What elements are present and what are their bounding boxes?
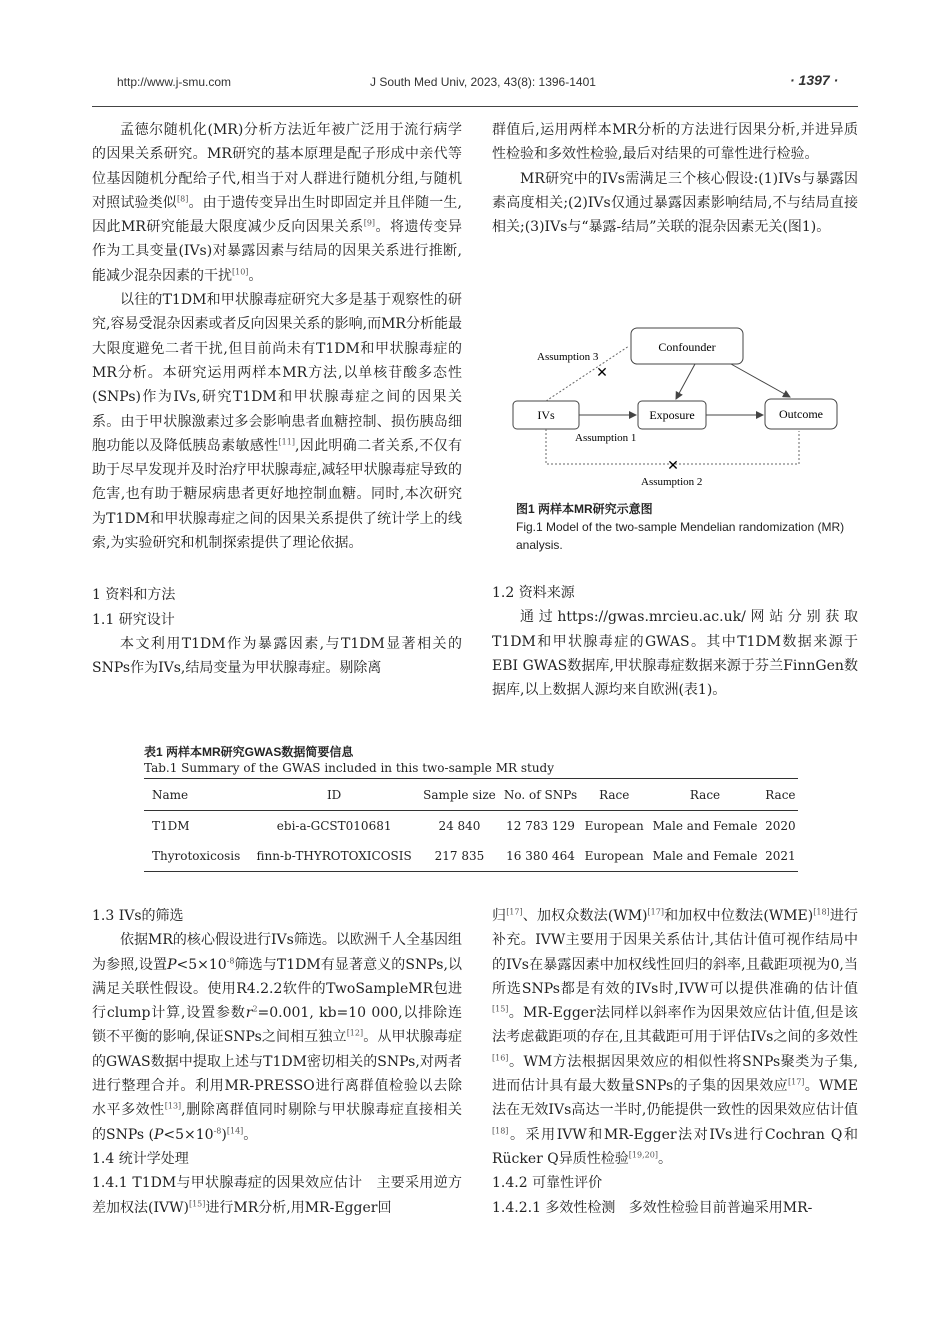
paragraph-study-design: 本文利用T1DM作为暴露因素,与T1DM显著相关的SNPs作为IVs,结局变量为甲状腺毒症。剔除离	[92, 635, 462, 677]
header-journal: J South Med Univ, 2023, 43(8): 1396-1401	[370, 75, 596, 89]
right-column-source	[492, 581, 858, 702]
table-cell: Male and Female	[652, 819, 758, 833]
table-cell: Thyrotoxicosis	[144, 841, 249, 872]
table-title-cn: 表1 两样本MR研究GWAS数据简要信息	[144, 745, 354, 759]
left-column-bottom	[92, 904, 462, 1220]
col-header: Sample size	[419, 779, 500, 811]
col-header: No. of SNPs	[500, 779, 581, 811]
paragraph-methods-detail: 归[17]、加权众数法(WM)[17]和加权中位数法(WME)[18]进行补充。IVW主要用于因果关系估计,其估计值可视作结局中的IVs在暴露因素中加权线性回归的斜率,且截距项视为0,当所选SNPs都是有效的IVs时,IVW可以提供准确的估计值[15]。MR-Egger法同样以斜率作为因果效应估计值,但是该法考虑截距项的存在,且其截距可用于评估IVs之间的多效性[16]。WM方法根据因果效应的相似性将SNPs聚类为子集,进而估计具有最大数量SNPs的子集的因果效应[17]。WME法在无效IVs高达一半时,仍能提供一致性的因果效应估计值[18]。采用IVW和MR-Egger法对IVs进行Cochran Q和Rücker Q异质性检验[19,20]。	[492, 907, 859, 1167]
table-cell: T1DM	[152, 819, 190, 833]
gwas-summary-table	[144, 778, 798, 872]
figure-caption	[516, 500, 856, 554]
right-column-bottom	[492, 904, 858, 1220]
header-page-number: · 1397 ·	[790, 72, 839, 88]
paragraph-pleiotropy: 1.4.2.1 多效性检测 多效性检验目前普遍采用MR-	[492, 1199, 813, 1216]
arrow-confounder-outcome	[731, 364, 790, 397]
table-cell: European	[584, 819, 644, 833]
subsection-heading-design: 1.1 研究设计	[92, 611, 175, 628]
paragraph-previous-research: 以往的T1DM和甲状腺毒症研究大多是基于观察性的研究,容易受混杂因素或者反向因果关系的影响,而MR分析能最大限度避免二者干扰,但目前尚未有T1DM和甲状腺毒症的MR分析。本研究运用两样本MR方法,以单核苷酸多态性(SNPs)作为IVs,研究T1DM和甲状腺毒症之间的因果关系。由于甲状腺激素过多会影响患者血糖控制、损伤胰岛细胞功能以及降低胰岛素敏感性[11],因此明确二者关系,不仅有助于尽早发现并及时治疗甲状腺毒症,减轻甲状腺毒症导致的危害,也有助于糖尿病患者更好地控制血糖。同时,本次研究为T1DM和甲状腺毒症之间的因果关系提供了统计学上的线索,为实验研究和机制探索提供了理论依据。	[92, 292, 462, 552]
col-header: Race	[581, 779, 647, 811]
subsection-heading-source: 1.2 资料来源	[492, 585, 575, 601]
ivs-label: IVs	[537, 408, 555, 422]
right-column-top	[492, 118, 858, 239]
paragraph-iv-selection: 依据MR的核心假设进行IVs筛选。以欧洲千人全基因组为参照,设置$P<5\times 10^{-8}$筛选与T1DM有显著意义的SNPs,以满足关联性假设。使用R4.2.2软件的TwoSampleMR包进行clump计算,设置参数$r^2=0.001$, kb=10 000,以排除连锁不平衡的影响,保证SNPs之间相互独立[12]。从甲状腺毒症的GWAS数据中提取上述与T1DM密切相关的SNPs,对两者进行整理合并。利用MR-PRESSO进行离群值检验以去除水平多效性[13],删除离群值同时剔除与甲状腺毒症直接相关的SNPs $(P<5\times 10^{-8})[14]$。	[92, 932, 463, 1143]
table-cell: 12 783 129	[506, 819, 575, 833]
col-header: Name	[144, 779, 249, 811]
table-row	[144, 841, 798, 872]
table-cell: ebi-a-GCST010681	[276, 819, 392, 833]
col-header: ID	[249, 779, 419, 811]
paragraph-continuation: 群值后,运用两样本MR分析的方法进行因果分析,并进异质性检验和多效性检验,最后对结果的可靠性进行检验。	[492, 122, 858, 163]
table-cell: 24 840	[438, 819, 481, 833]
subsection-heading-iv-selection: 1.3 IVs的筛选	[92, 908, 184, 924]
section-heading-methods: 1 资料和方法	[92, 587, 176, 604]
table-title-en: Tab.1 Summary of the GWAS included in this two-sample MR study	[144, 761, 555, 775]
table-cell: Male and Female	[647, 841, 763, 872]
table-cell: finn-b-THYROTOXICOSIS	[249, 841, 419, 872]
assumption-1-label: Assumption 1	[575, 432, 637, 444]
figure-caption-en: Fig.1 Model of the two-sample Mendelian randomization (MR) analysis.	[516, 520, 845, 552]
table-header-row	[144, 779, 798, 811]
left-column-top	[92, 118, 462, 681]
mr-model-diagram	[505, 318, 865, 496]
col-header: Race	[647, 779, 763, 811]
arrow-confounder-exposure	[676, 364, 695, 399]
assumption-3-label: Assumption 3	[537, 351, 599, 363]
exposure-label: Exposure	[649, 408, 695, 422]
confounder-label: Confounder	[658, 340, 716, 354]
paragraph-data-source: 通过https://gwas.mrcieu.ac.uk/网站分别获取T1DM和甲状腺毒症的GWAS。其中T1DM数据来源于EBI GWAS数据库,甲状腺毒症数据来源于芬兰FinnGen数据库,以上数据人源均来自欧洲(表1)。	[492, 609, 858, 699]
table-row	[144, 811, 798, 842]
table-cell: 2020	[765, 819, 796, 833]
table-cell: European	[581, 841, 647, 872]
table-cell: 16 380 464	[500, 841, 581, 872]
paragraph-mr-intro: 孟德尔随机化(MR)分析方法近年被广泛用于流行病学的因果关系研究。MR研究的基本原理是配子形成中亲代等位基因随机分配给子代,相当于对人群进行随机分组,与随机对照试验类似[8]。由于遗传变异出生时即固定并且伴随一生,因此MR研究能最大限度减少反向因果关系[9]。将遗传变异作为工具变量(IVs)对暴露因素与结局的因果关系进行推断,能减少混杂因素的干扰[10]。	[92, 122, 463, 284]
subsection-heading-reliability: 1.4.2 可靠性评价	[492, 1175, 603, 1192]
assumption-3-cross-icon: ✕	[596, 365, 608, 381]
header-rule	[92, 106, 858, 107]
figure-caption-cn: 图1 两样本MR研究示意图	[516, 502, 653, 516]
assumption-2-label: Assumption 2	[641, 476, 703, 488]
subsection-heading-statistics: 1.4 统计学处理	[92, 1150, 189, 1167]
table-cell: 2021	[763, 841, 798, 872]
paragraph-assumptions: MR研究中的IVs需满足三个核心假设:(1)IVs与暴露因素高度相关;(2)IVs仅通过暴露因素影响结局,不与结局直接相关;(3)IVs与“暴露-结局”关联的混杂因素无关(图1)。	[492, 170, 858, 236]
col-header: Race	[763, 779, 798, 811]
header-url: http://www.j-smu.com	[117, 75, 232, 89]
paragraph-causal-estimate: 1.4.1 T1DM与甲状腺毒症的因果效应估计 主要采用逆方差加权法(IVW)[15]进行MR分析,用MR-Egger回	[92, 1175, 462, 1216]
assumption-2-cross-icon: ✕	[667, 458, 679, 474]
table-cell: 217 835	[419, 841, 500, 872]
outcome-label: Outcome	[779, 407, 823, 421]
